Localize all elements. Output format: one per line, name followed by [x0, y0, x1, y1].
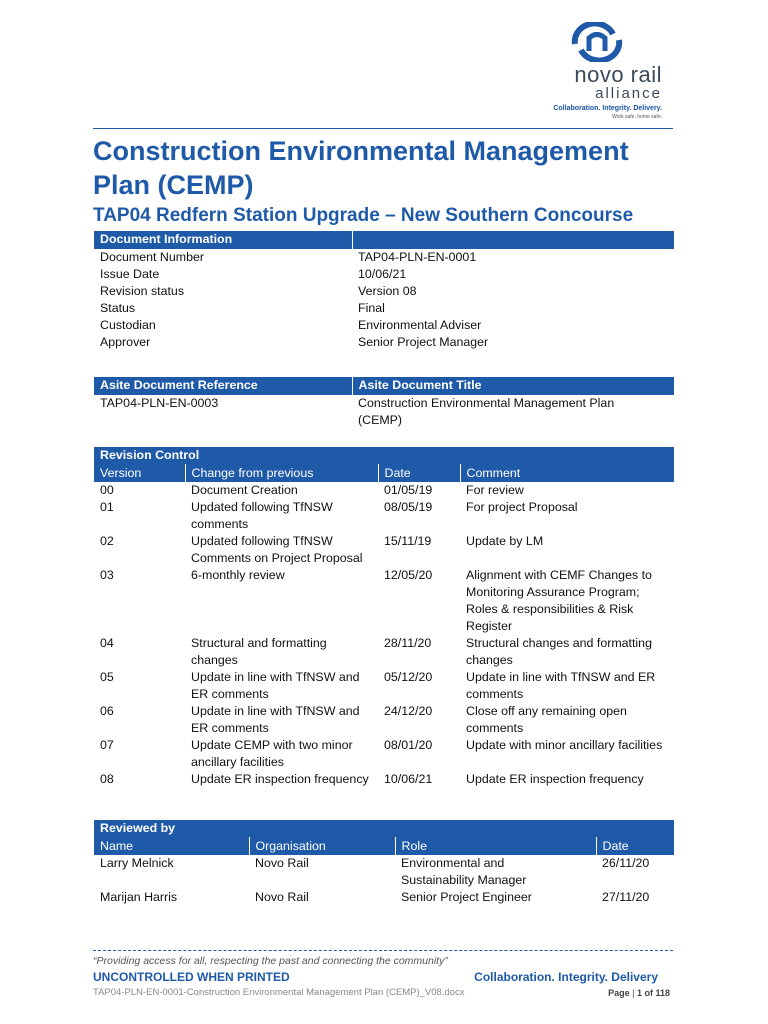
- footer-values: Collaboration. Integrity. Delivery: [474, 970, 658, 984]
- revision-version: 03: [100, 568, 114, 582]
- logo-tagline: Collaboration. Integrity. Delivery.: [553, 105, 662, 112]
- doc-info-value: TAP04-PLN-EN-0001: [358, 250, 477, 264]
- asite-doc-title: Construction Environmental Management Plan (CEMP): [358, 396, 615, 427]
- table-row: [94, 635, 674, 669]
- column-header: Change from previous: [185, 465, 378, 483]
- table-row: [94, 889, 674, 906]
- table-row: [94, 737, 674, 771]
- header-rule: [93, 128, 673, 129]
- revision-date: 01/05/19: [384, 483, 433, 497]
- column-header: Role: [395, 838, 596, 856]
- novo-rail-logo: [532, 22, 662, 120]
- doc-info-value: Final: [358, 301, 385, 315]
- column-header: Date: [378, 465, 460, 483]
- table-row: [94, 482, 674, 499]
- revision-comment: For review: [466, 483, 524, 497]
- document-information-table: [94, 231, 674, 351]
- revision-version: 01: [100, 500, 114, 514]
- doc-info-label: Custodian: [100, 318, 156, 332]
- logo-motto: Work safe, home safe.: [612, 114, 662, 120]
- logo-brand: novo rail: [574, 62, 662, 87]
- revision-date: 08/01/20: [384, 738, 433, 752]
- revision-version: 06: [100, 704, 114, 718]
- doc-info-label: Issue Date: [100, 267, 160, 281]
- revision-date: 24/12/20: [384, 704, 433, 718]
- revision-date: 12/05/20: [384, 568, 433, 582]
- revision-version: 05: [100, 670, 114, 684]
- column-header: Date: [596, 838, 674, 856]
- doc-info-header: Document Information: [94, 231, 352, 249]
- revision-version: 00: [100, 483, 114, 497]
- revision-comment: Alignment with CEMF Changes to Monitoring Assurance Program; Roles & responsibilities & Risk Register: [466, 568, 652, 633]
- reviewed-header: Reviewed by: [94, 820, 674, 838]
- doc-info-value: Version 08: [358, 284, 417, 298]
- reviewer-name: Larry Melnick: [100, 856, 174, 870]
- revision-version: 04: [100, 636, 114, 650]
- reviewer-organisation: Novo Rail: [255, 856, 309, 870]
- revision-date: 05/12/20: [384, 670, 433, 684]
- column-header: Organisation: [249, 838, 395, 856]
- footer-rule: [93, 950, 673, 951]
- revision-date: 10/06/21: [384, 772, 433, 786]
- revision-control-table: [94, 447, 674, 788]
- revision-comment: Update with minor ancillary facilities: [466, 738, 663, 752]
- revision-version: 08: [100, 772, 114, 786]
- table-row: [94, 300, 674, 317]
- revision-date: 08/05/19: [384, 500, 433, 514]
- table-row: [94, 669, 674, 703]
- table-row: [94, 395, 674, 430]
- doc-info-label: Approver: [100, 335, 151, 349]
- reviewer-organisation: Novo Rail: [255, 890, 309, 904]
- table-row: [94, 771, 674, 788]
- doc-info-label: Revision status: [100, 284, 185, 298]
- revision-version: 02: [100, 534, 114, 548]
- revision-date: 15/11/19: [384, 534, 432, 548]
- uncontrolled-notice: UNCONTROLLED WHEN PRINTED: [93, 970, 290, 984]
- revision-comment: Update in line with TfNSW and ER comments: [466, 670, 656, 701]
- review-date: 27/11/20: [602, 890, 650, 904]
- revision-change: Update in line with TfNSW and ER comments: [191, 670, 360, 701]
- asite-ref: TAP04-PLN-EN-0003: [100, 396, 219, 410]
- table-row: [94, 249, 674, 267]
- revision-comment: Update ER inspection frequency: [466, 772, 644, 786]
- footer-quote: “Providing access for all, respecting the past and connecting the community”: [93, 955, 448, 967]
- reviewed-by-table: [94, 820, 674, 906]
- revision-date: 28/11/20: [384, 636, 432, 650]
- table-row: [94, 334, 674, 351]
- table-row: [94, 855, 674, 889]
- revision-comment: Update by LM: [466, 534, 544, 548]
- revision-change: Document Creation: [191, 483, 298, 497]
- column-header: Comment: [460, 465, 674, 483]
- reviewer-role: Environmental and Sustainability Manager: [401, 856, 527, 887]
- doc-info-value: Senior Project Manager: [358, 335, 489, 349]
- revision-comment: Close off any remaining open comments: [466, 704, 627, 735]
- table-row: [94, 317, 674, 334]
- revision-comment: Structural changes and formatting changes: [466, 636, 652, 667]
- document-subtitle: TAP04 Redfern Station Upgrade – New Southern Concourse: [93, 205, 634, 226]
- revision-change: Updated following TfNSW Comments on Project Proposal: [191, 534, 363, 565]
- revision-change: Update in line with TfNSW and ER comments: [191, 704, 360, 735]
- footer-filename: TAP04-PLN-EN-0001-Construction Environmental Management Plan (CEMP)_V08.docx: [93, 987, 465, 998]
- revision-change: Updated following TfNSW comments: [191, 500, 333, 531]
- table-row: [94, 266, 674, 283]
- document-title: Construction Environmental Management Plan (CEMP): [93, 136, 629, 200]
- table-row: [94, 499, 674, 533]
- doc-info-label: Document Number: [100, 250, 204, 264]
- asite-table: [94, 377, 674, 429]
- table-row: [94, 533, 674, 567]
- reviewer-name: Marijan Harris: [100, 890, 178, 904]
- asite-title-header: Asite Document Title: [352, 377, 674, 395]
- table-row: [94, 283, 674, 300]
- table-row: [94, 703, 674, 737]
- revision-version: 07: [100, 738, 114, 752]
- revision-change: Update ER inspection frequency: [191, 772, 369, 786]
- column-header: Name: [94, 838, 249, 856]
- revision-header: Revision Control: [94, 447, 674, 465]
- logo-sub: alliance: [595, 85, 662, 102]
- asite-ref-header: Asite Document Reference: [94, 377, 352, 395]
- page-number: Page | 1 of 118: [608, 988, 670, 998]
- column-header: Version: [94, 465, 185, 483]
- review-date: 26/11/20: [602, 856, 650, 870]
- table-row: [94, 567, 674, 635]
- reviewer-role: Senior Project Engineer: [401, 890, 532, 904]
- doc-info-value: 10/06/21: [358, 267, 407, 281]
- doc-info-value: Environmental Adviser: [358, 318, 482, 332]
- revision-change: Update CEMP with two minor ancillary facilities: [191, 738, 353, 769]
- revision-change: 6-monthly review: [191, 568, 285, 582]
- revision-change: Structural and formatting changes: [191, 636, 327, 667]
- revision-comment: For project Proposal: [466, 500, 578, 514]
- logo-mark-icon: [569, 22, 625, 62]
- doc-info-label: Status: [100, 301, 136, 315]
